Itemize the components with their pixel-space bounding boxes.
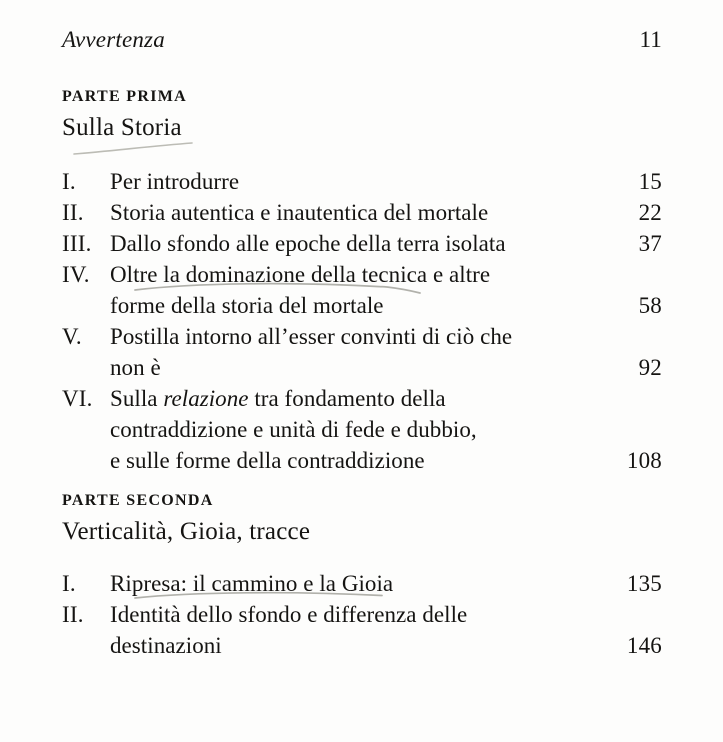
entry-title-line-suffix: tra fondamento della [248, 386, 446, 411]
entry-numeral: I. [62, 169, 76, 194]
entry-title-line: non è [110, 355, 161, 380]
entry-title-line: Per introdurre [110, 169, 240, 194]
entry-title [110, 599, 590, 661]
toc-entry[interactable] [62, 568, 662, 599]
entry-title-line-prefix: Sulla [110, 386, 164, 411]
entry-page-number: 15 [638, 169, 662, 194]
part-two-label: PARTE SECONDA [62, 492, 214, 509]
part-one-title: Sulla Storia [62, 114, 182, 141]
toc-entry[interactable] [62, 259, 662, 321]
toc-entry[interactable] [62, 197, 662, 228]
entry-numeral: II. [62, 200, 84, 225]
running-head-title: Avvertenza [62, 27, 165, 52]
entry-title-line: Dallo sfondo alle epoche della terra isolata [110, 231, 506, 256]
entry-numeral: V. [62, 324, 82, 349]
toc-list-part-two [62, 568, 662, 661]
entry-page-number: 146 [626, 633, 662, 658]
entry-numeral: III. [62, 231, 92, 256]
part-heading-one [62, 86, 187, 144]
entry-title-line: Identità dello sfondo e differenza delle [110, 602, 468, 627]
entry-title [110, 321, 590, 383]
entry-page-number: 92 [638, 355, 662, 380]
entry-page-number: 58 [638, 293, 662, 318]
toc-entry[interactable] [62, 228, 662, 259]
toc-entry[interactable] [62, 599, 662, 661]
entry-title-line: e sulle forme della contraddizione [110, 448, 425, 473]
entry-title-line: Ripresa: il cammino e la Gioia [110, 571, 394, 596]
toc-entry[interactable] [62, 321, 662, 383]
entry-title-line: Oltre la dominazione della tecnica e altre [110, 262, 491, 287]
entry-numeral: II. [62, 602, 84, 627]
part-two-title: Verticalità, Gioia, tracce [62, 518, 311, 545]
running-head-page-number: 11 [639, 27, 662, 52]
part-heading-two [62, 490, 310, 548]
entry-numeral: VI. [62, 386, 93, 411]
running-head [62, 27, 662, 53]
entry-numeral: I. [62, 571, 76, 596]
entry-page-number: 37 [638, 231, 662, 256]
part-one-label: PARTE PRIMA [62, 88, 187, 105]
toc-entry[interactable] [62, 166, 662, 197]
toc-list-part-one [62, 166, 662, 476]
entry-title [110, 228, 590, 259]
entry-title-line: Postilla intorno all’esser convinti di ciò che [110, 324, 513, 349]
entry-title [110, 383, 590, 476]
entry-title-line: destinazioni [110, 633, 222, 658]
toc-entry[interactable] [62, 383, 662, 476]
entry-title [110, 259, 590, 321]
entry-page-number: 22 [638, 200, 662, 225]
entry-title [110, 166, 590, 197]
entry-title [110, 197, 590, 228]
entry-title-line: Storia autentica e inautentica del mortale [110, 200, 489, 225]
entry-numeral: IV. [62, 262, 90, 287]
entry-title-emphasis: relazione [163, 386, 249, 411]
entry-page-number: 135 [626, 571, 662, 596]
entry-title-line: contraddizione e unità di fede e dubbio, [110, 417, 477, 442]
entry-title-line: forme della storia del mortale [110, 293, 384, 318]
entry-page-number: 108 [626, 448, 662, 473]
entry-title [110, 568, 590, 599]
